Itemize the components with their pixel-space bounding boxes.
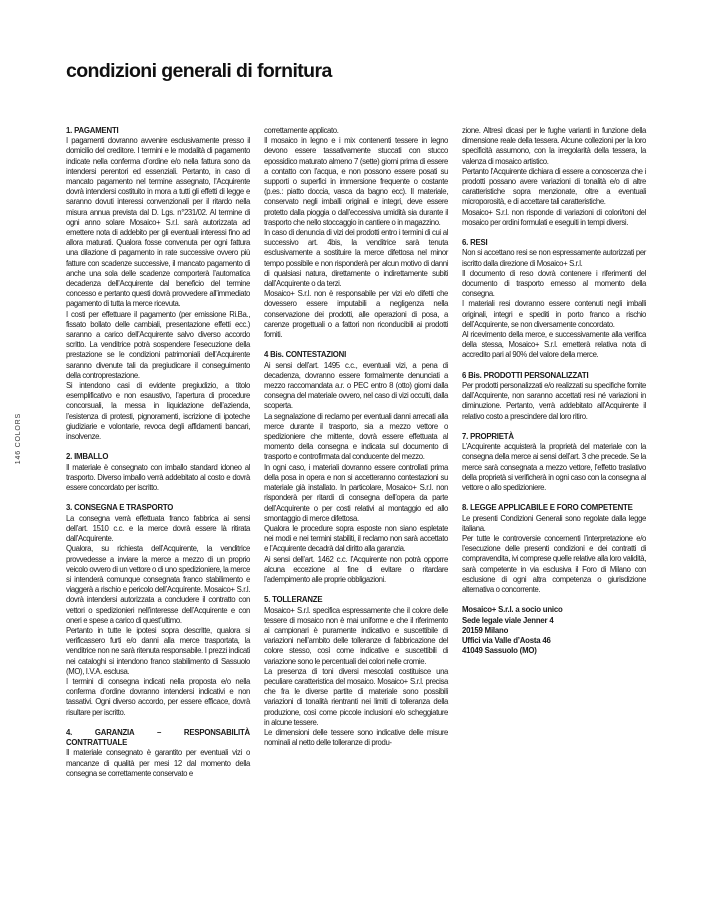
section-paragraph: La segnalazione di reclamo per eventuali danni arrecati alla merce durante il trasporto, sia a mezzo vettore o spedizioniere che mittente, dovrà essere effettuata al momento della consegna e indicata sul documento di trasporto e controfirmata dal conducente del mezzo.	[264, 411, 448, 462]
section-paragraph: correttamente applicato.	[264, 126, 339, 135]
section-heading: 7. PROPRIETÀ	[462, 432, 514, 442]
section-spacer	[66, 442, 250, 452]
section-spacer	[462, 422, 646, 432]
section-paragraph: Il materiale consegnato è garantito per eventuali vizi o mancanze di qualità per mesi 12 dal momento della consegna se correttamente conservato e	[66, 748, 250, 778]
section-paragraph: Il materiale è consegnato con imballo standard idoneo al trasporto. Diverso imballo verrà addebitato al costo e dovrà essere concordato per iscritto.	[66, 462, 250, 493]
section-paragraph: Pertanto in tutte le ipotesi sopra descritte, qualora si verificassero furti e/o danni alla merce trasportata, la venditrice non ne sarà ritenuta responsabile. I prezzi indicati nei cataloghi si intendono franco stabilimento di Sassuolo (MO), I.V.A. esclusa.	[66, 625, 250, 676]
text-column-1	[66, 126, 250, 779]
section-paragraph: Per prodotti personalizzati e/o realizzati su specifiche fornite dall’Acquirente, non saranno accettati resi né variazioni in diminuzione. Pertanto, verrà addebitato all’Acquirente il relativo costo a prescindere dal loro ritiro.	[462, 381, 646, 421]
section-paragraph: Il documento di reso dovrà contenere i riferimenti del documento di trasporto emesso al momento della consegna.	[462, 268, 646, 299]
section-paragraph: I termini di consegna indicati nella proposta e/o nella conferma d’ordine dovranno intendersi indicativi e non tassativi. Ogni diverso accordo, per essere efficace, dovrà risultare per iscritto.	[66, 676, 250, 717]
section-heading: 8. LEGGE APPLICABILE E FORO COMPETENTE	[462, 503, 633, 513]
section-paragraph: I materiali resi dovranno essere contenuti negli imballi originali, integri e spediti in porto franco a rischio dell’Acquirente, se non diversamente concordato.	[462, 299, 646, 329]
section-paragraph: Non si accettano resi se non espressamente autorizzati per iscritto dalla direzione di Mosaico+ S.r.l.	[462, 248, 646, 268]
section-spacer	[66, 718, 250, 728]
section-paragraph: Al ricevimento della merce, e successivamente alla verifica della stessa, Mosaico+ S.r.l. emetterà relativa nota di accredito pari al 90% del valore della merce.	[462, 330, 646, 360]
section-spacer	[462, 361, 646, 371]
section-paragraph: Mosaico+ S.r.l. non è responsabile per vizi e/o difetti che dovessero essere imputabili a negligenza nella conservazione dei prodotti, alle operazioni di posa, a carenze progettuali o a fattori non riconducibili ai prodotti forniti.	[264, 289, 448, 340]
text-column-2	[264, 126, 448, 748]
section-spacer	[66, 493, 250, 503]
section-paragraph: I pagamenti dovranno avvenire esclusivamente presso il domicilio del creditore. I termini e le modalità di pagamento indicate nella conferma d’ordine e/o nella fattura sono da intendersi perentori ed essenziali. Pertanto, in caso di mancato pagamento nel termine assegnato, l’Acquirente dovrà intendersi costituito in mora a tutti gli effetti di legge e saranno dovuti interessi convenzionali per il ritardo nella misura annua prevista dal D. Lgs. n°231/02. Al termine di ogni anno solare Mosaico+ S.r.l. sarà autorizzata ad emettere nota di addebito per gli eventuali interessi fino ad allora maturati. Qualora fosse convenuta per ogni fattura una dilazione di pagamento in rate successive ovvero più fatture con scadenze successive, il mancato pagamento di anche una sola delle scadenze comporterà l’automatica decadenza dell’Acquirente dal beneficio del termine concesso e pertanto questi dovrà provvedere all’immediato pagamento di tutta la merce ricevuta.	[66, 136, 250, 309]
section-paragraph: Ai sensi dell’art. 1462 c.c. l’Acquirente non potrà opporre alcuna eccezione al fine di evitare o ritardare l’adempimento alle proprie obbligazioni.	[264, 554, 448, 584]
section-paragraph: Le dimensioni delle tessere sono indicative delle misure nominali al netto delle tolleranze di produ-	[264, 727, 448, 748]
page-title: condizioni generali di fornitura	[66, 60, 332, 82]
section-paragraph: Mosaico+ S.r.l. non risponde di variazioni di colori/toni del mosaico per ordini formulati e eseguiti in tempi diversi.	[462, 207, 646, 227]
section-heading: 1. PAGAMENTI	[66, 126, 119, 135]
section-heading: 6 Bis. PRODOTTI PERSONALIZZATI	[462, 370, 589, 380]
section-spacer	[462, 493, 646, 503]
company-address-line: 20159 Milano	[462, 625, 509, 635]
company-address-line: 41049 Sassuolo (MO)	[462, 646, 537, 656]
section-spacer	[264, 585, 448, 595]
section-paragraph: Il mosaico in legno e i mix contenenti tessere in legno devono essere tassativamente stuccati con stucco epossidico maturato almeno 7 (sette) giorni prima di essere a contatto con l’acqua, e non possono essere posati su supporti o superfici in immersione frequente o costante (p.es.: piatto doccia, vasca da bagno ecc). Il materiale, conservato negli imballi originali e integri, deve essere protetto dalla pioggia o dall’eccessiva umidità sia durante il trasporto che nello stoccaggio in cantiere o in magazzino.	[264, 136, 448, 227]
section-paragraph: Qualora, su richiesta dell’Acquirente, la venditrice provvedesse a inviare la merce a mezzo di un proprio veicolo ovvero di un vettore o di uno spedizioniere, la merce si intenderà comunque consegnata franco stabilimento e viaggerà a rischio e pericolo dell’Acquirente. Mosaico+ S.r.l. dovrà intendersi autorizzata a concludere il contratto con vettori o spedizionieri nell’interesse dell’Acquirente e con oneri e spese a carico di quest’ultimo.	[66, 544, 250, 625]
section-paragraph: I costi per effettuare il pagamento (per emissione Ri.Ba., fissato bollato delle cambiali, presentazione effetti ecc.) saranno a carico dell’Acquirente salvo diverso accordo scritto. La venditrice potrà sospendere l’esecuzione della prestazione se le condizioni patrimoniali dell’Acquirente saranno divenute tali da pregiudicare il conseguimento della controprestazione.	[66, 309, 250, 380]
section-paragraph: In ogni caso, i materiali dovranno essere controllati prima della posa in opera e non si accetteranno contestazioni su materiale già installato. In particolare, Mosaico+ S.r.l. non risponderà per ritardi di consegna dell’opera da parte dell’Acquirente o per costi relativi al montaggio ed allo smontaggio di merce difettosa.	[264, 462, 448, 523]
section-paragraph: Mosaico+ S.r.l. specifica espressamente che il colore delle tessere di mosaico non è mai uniforme e che il riferimento ai campionari è puramente indicativo e suscettibile di variazioni nell’ambito delle tolleranze di fabbricazione del colore stesso, così come indicative e suscettibili di variazione sono le percentuali dei colori nelle cromie.	[264, 605, 448, 666]
section-paragraph: In caso di denuncia di vizi dei prodotti entro i termini di cui al successivo art. 4bis, la venditrice sarà tenuta esclusivamente a sostituire la merce difettosa nel minor tempo possibile e non risponderà per alcun motivo di danni di qualsiasi natura, direttamente o indirettamente subiti dall’Acquirente o da terzi.	[264, 228, 448, 289]
section-paragraph: Le presenti Condizioni Generali sono regolate dalla legge italiana.	[462, 513, 646, 533]
section-spacer	[462, 595, 646, 605]
section-heading: 6. RESI	[462, 238, 488, 248]
section-heading: 3. CONSEGNA E TRASPORTO	[66, 503, 174, 513]
section-paragraph: Qualora le procedure sopra esposte non siano espletate nei modi e nei termini stabiliti, il reclamo non sarà accettato e l’Acquirente decadrà dal diritto alla garanzia.	[264, 523, 448, 554]
section-paragraph: Ai sensi dell’art. 1495 c.c., eventuali vizi, a pena di decadenza, dovranno essere formalmente denunciati a mezzo raccomandata a.r. o PEC entro 8 (otto) giorni dalla consegna del materiale ovvero, nel caso di vizi occulti, dalla scoperta.	[264, 360, 448, 411]
section-paragraph: zione. Altresì dicasi per le fughe varianti in funzione della dimensione reale della tessera. Alcune collezioni per la loro specificità assumono, con la irregolarità della tessera, la valenza di mosaico artistico.	[462, 126, 646, 166]
section-paragraph: La presenza di toni diversi mescolati costituisce una peculiare caratteristica del mosaico. Mosaico+ S.r.l. precisa che fra le diverse partite di materiale sono possibili variazioni di tonalità rientranti nei limiti di tolleranza della produzione, così come piccole inclusioni e/o scheggiature in alcune tessere.	[264, 666, 448, 727]
section-paragraph: La consegna verrà effettuata franco fabbrica ai sensi dell’art. 1510 c.c. e la merce dovrà essere là ritirata dall’Acquirente.	[66, 513, 250, 544]
section-paragraph: Per tutte le controversie concernenti l’interpretazione e/o l’esecuzione delle presenti condizioni e dei contratti di compravendita, ivi comprese quelle relative alla loro validità, sarà competente in via esclusiva il Foro di Milano con esclusione di ogni altra competenza o giurisdizione alternativa o concorrente.	[462, 534, 646, 595]
section-spacer	[264, 340, 448, 350]
text-column-3	[462, 126, 646, 656]
section-paragraph: Si intendono casi di evidente pregiudizio, a titolo esemplificativo e non esaustivo, l’apertura di procedure concorsuali, la messa in liquidazione dell’azienda, l’esistenza di protesti, pignoramenti, iscrizione di ipoteche giudiziarie e volontarie, revoca degli affidamenti bancari, insolvenze.	[66, 381, 250, 442]
company-address-line: Uffici via Valle d’Aosta 46	[462, 636, 551, 646]
section-paragraph: Pertanto l’Acquirente dichiara di essere a conoscenza che i prodotti possano avere variazioni di tonalità e/o di altre caratteristiche sopra menzionate, oltre a eventuali microporosità, e di accettare tali caratteristiche.	[462, 166, 646, 207]
section-heading: 4. GARANZIA – RESPONSABILITÀ CONTRATTUALE	[66, 727, 250, 748]
company-address-line: Sede legale viale Jenner 4	[462, 615, 554, 625]
section-paragraph: L’Acquirente acquisterà la proprietà del materiale con la consegna della merce ai sensi dell’art. 3 che precede. Se la merce sarà consegnata a mezzo vettore, l’effetto traslativo della proprietà si verificherà in ogni caso con la consegna al vettore o allo spedizioniere.	[462, 442, 646, 493]
section-spacer	[462, 228, 646, 238]
section-heading: 2. IMBALLO	[66, 452, 109, 462]
section-heading: 4 Bis. CONTESTAZIONI	[264, 350, 347, 360]
page-number-label: 146 COLORS	[15, 413, 22, 465]
company-address-line: Mosaico+ S.r.l. a socio unico	[462, 605, 563, 615]
section-heading: 5. TOLLERANZE	[264, 595, 323, 605]
